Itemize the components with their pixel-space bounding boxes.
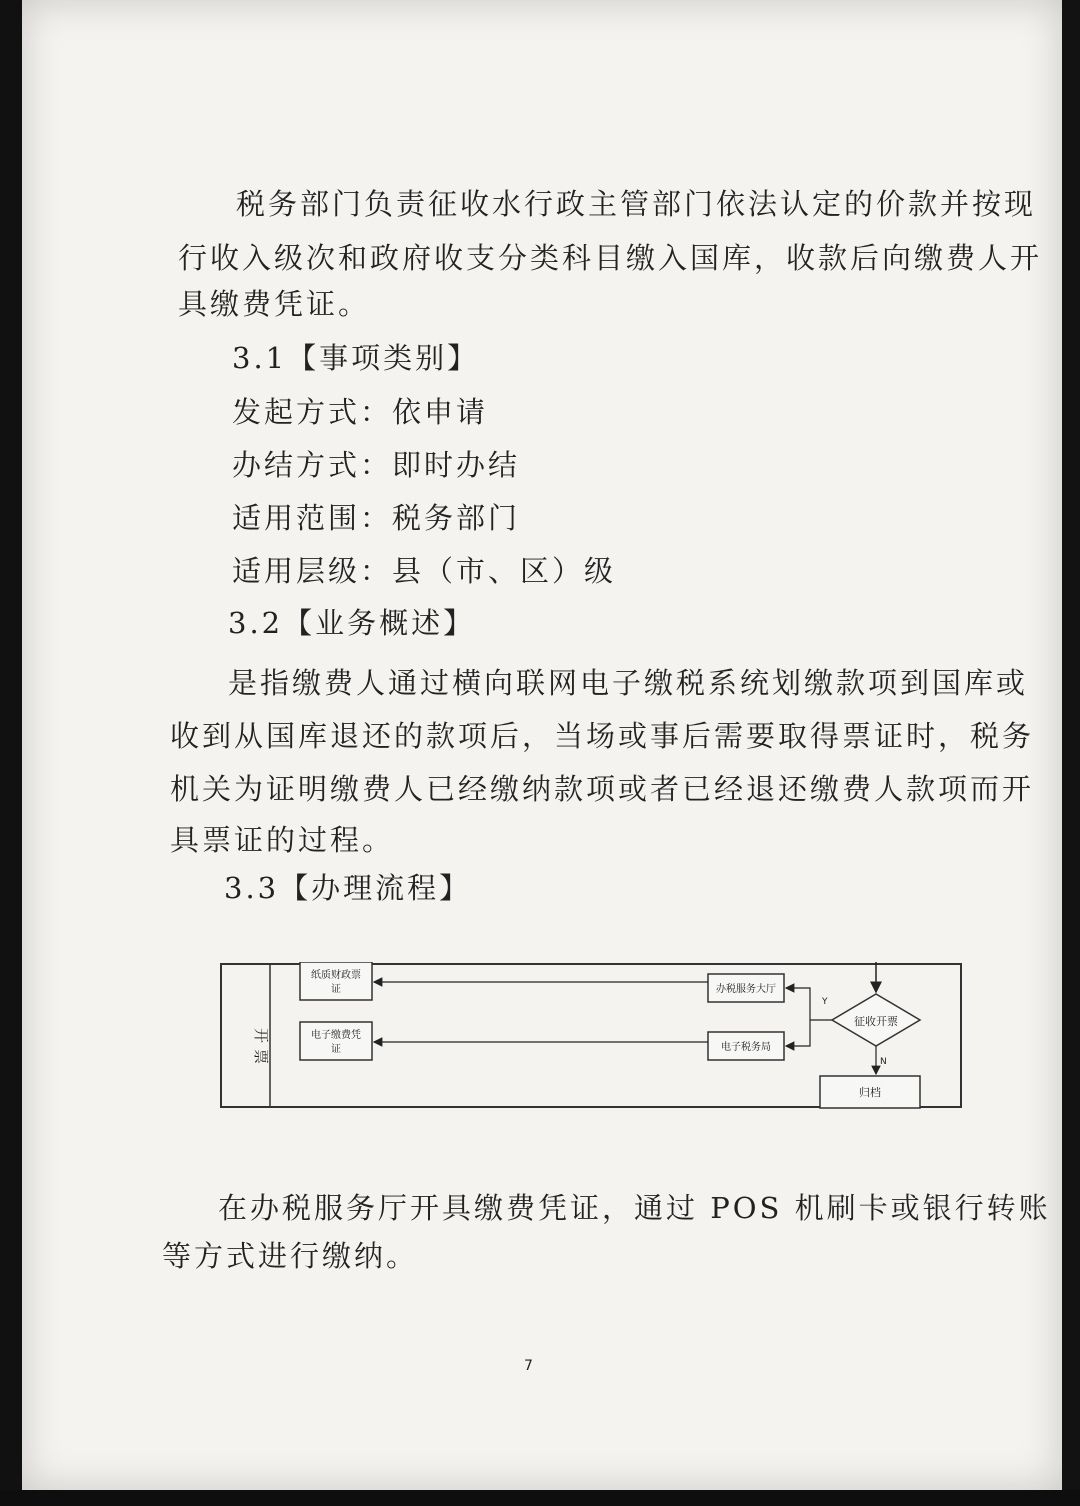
category-item-level: 适用层级：县（市、区）级 [232,554,617,588]
section-3-2-heading: 3.2【业务概述】 [228,606,476,640]
lane-label-char-1: 开票 [252,1028,270,1071]
paragraph-2-line-1: 在办税服务厅开具缴费凭证，通过 POS 机刷卡或银行转账 [218,1191,1051,1225]
paragraph-1-line-2: 行收入级次和政府收支分类科目缴入国库，收款后向缴费人开 [178,241,1043,275]
paper-ticket-label-2: 证 [331,984,341,995]
scan-edge-bottom [0,1490,1080,1506]
page-number: 7 [524,1358,533,1374]
paragraph-2-line-2: 等方式进行缴纳。 [162,1239,419,1273]
scan-edge-right [1062,0,1080,1506]
category-item-scope: 适用范围：税务部门 [232,501,521,535]
overview-line-4: 具票证的过程。 [170,823,395,857]
paragraph-1-line-1: 税务部门负责征收水行政主管部门依法认定的价款并按现 [236,187,1037,221]
section-3-1-heading: 3.1【事项类别】 [232,341,480,375]
decision-label: 征收开票 [854,1015,898,1028]
e-voucher-label-1: 电子缴费凭 [311,1030,361,1041]
yes-label: Y [822,997,828,1007]
category-item-initiation: 发起方式：依申请 [232,395,489,429]
archive-label: 归档 [859,1086,881,1099]
paper-ticket-label-1: 纸质财政票 [311,970,361,981]
overview-line-1: 是指缴费人通过横向联网电子缴税系统划缴款项到国库或 [228,666,1029,700]
overview-line-3: 机关为证明缴费人已经缴纳款项或者已经退还缴费人款项而开 [170,772,1035,806]
paragraph-1-line-3: 具缴费凭证。 [178,287,371,321]
yes-connector-etax [786,1020,810,1046]
overview-line-2: 收到从国库退还的款项后，当场或事后需要取得票证时，税务 [170,719,1035,753]
category-item-completion: 办结方式：即时办结 [232,448,521,482]
e-tax-bureau-label: 电子税务局 [721,1042,771,1053]
scan-edge-left [0,0,22,1506]
no-label: N [880,1057,887,1067]
e-voucher-label-2: 证 [331,1044,341,1055]
service-hall-label: 办税服务大厅 [716,984,776,995]
section-3-3-heading: 3.3【办理流程】 [224,871,472,905]
process-flowchart [220,962,962,1118]
